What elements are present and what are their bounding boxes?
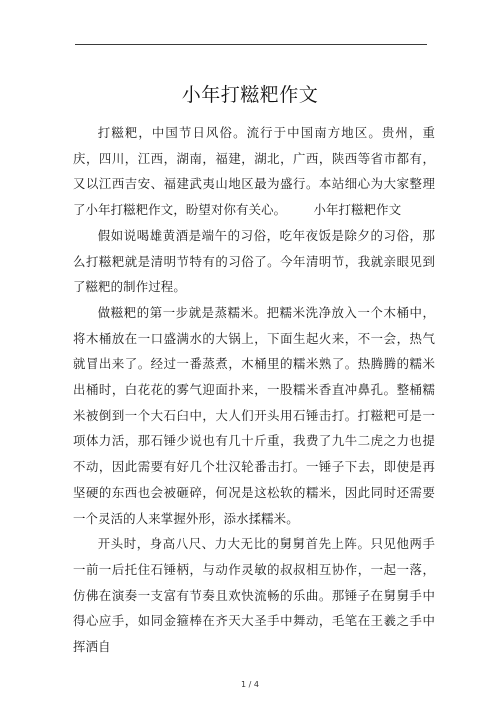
document-body [73, 120, 435, 660]
paragraph-2: 假如说喝雄黄酒是端午的习俗，吃年夜饭是除夕的习俗，那么打糍粑就是清明节特有的习俗了。今年清明节，我就亲眼见到了糍粑的制作过程。 [73, 227, 435, 295]
paragraph-intro-text: 打糍粑，中国节日风俗。流行于中国南方地区。贵州，重庆，四川，江西，湖南，福建，湖北，广西，陕西等省市都有，又以江西吉安、福建武夷山地区最为盛行。本站细心为大家整理了小年打糍粑作文，盼望对你有关心。 [73, 125, 435, 218]
inline-title: 小年打糍粑作文 [313, 202, 402, 218]
header-rule [75, 44, 427, 45]
paragraph-3: 做糍粑的第一步就是蒸糯米。把糯米洗净放入一个木桶中，将木桶放在一口盛满水的大锅上，下面生起火来，不一会，热气就冒出来了。经过一番蒸煮，木桶里的糯米熟了。热腾腾的糯米出桶时，白花花的雾气迎面扑来，一股糯米香直冲鼻孔。整桶糯米被倒到一个大石臼中，大人们开头用石锤击打。打糍粑可是一项体力活，那石锤少说也有几十斤重，我费了九牛二虎之力也提不动，因此需要有好几个壮汉轮番击打。一锤子下去，即使是再坚硬的东西也会被砸碎，何况是这松软的糯米，因此同时还需要一个灵活的人来掌握外形，添水揉糯米。 [73, 304, 435, 526]
page-number: 1 / 4 [241, 680, 259, 689]
document-title: 小年打糍粑作文 [181, 84, 319, 106]
paragraph-intro [73, 120, 435, 223]
paragraph-4: 开头时，身高八尺、力大无比的舅舅首先上阵。只见他两手一前一后托住石锤柄，与动作灵敏的叔叔相互协作，一起一落，仿佛在演奏一支富有节奏且欢快流畅的乐曲。那锤子在舅舅手中得心应手，如同金箍棒在齐天大圣手中舞动，毛笔在王羲之手中挥洒自 [73, 536, 435, 655]
